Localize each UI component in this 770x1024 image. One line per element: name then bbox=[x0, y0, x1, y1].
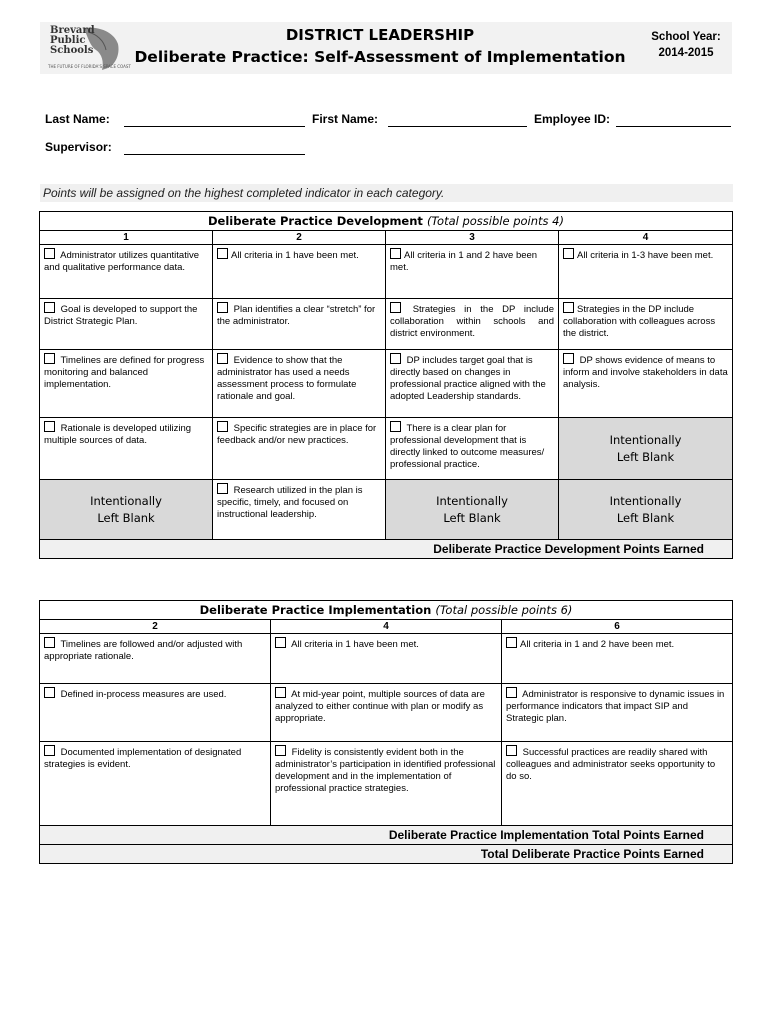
checkbox[interactable] bbox=[563, 248, 574, 259]
checkbox[interactable] bbox=[275, 687, 286, 698]
criterion-cell[interactable]: All criteria in 1 and 2 have been met. bbox=[386, 245, 559, 299]
criterion-cell[interactable]: All criteria in 1-3 have been met. bbox=[559, 245, 733, 299]
first-name-field[interactable] bbox=[388, 114, 527, 127]
checkbox[interactable] bbox=[390, 248, 401, 259]
checkbox[interactable] bbox=[506, 637, 517, 648]
supervisor-field[interactable] bbox=[124, 142, 305, 155]
checkbox[interactable] bbox=[44, 302, 55, 313]
column-header: 2 bbox=[213, 231, 386, 245]
school-year-label: School Year: bbox=[651, 31, 721, 43]
criterion-cell[interactable]: Goal is developed to support the District Strategic Plan. bbox=[40, 299, 213, 350]
criterion-cell[interactable]: At mid-year point, multiple sources of data are analyzed to either continue with plan or modify as appropriate. bbox=[271, 684, 502, 742]
employee-id-label: Employee ID: bbox=[534, 112, 611, 126]
criterion-cell[interactable]: Research utilized in the plan is specific, timely, and focused on instructional leadership. bbox=[213, 480, 386, 540]
development-title: Deliberate Practice Development (Total possible points 4) bbox=[40, 212, 733, 231]
checkbox[interactable] bbox=[217, 302, 228, 313]
criterion-cell[interactable]: All criteria in 1 and 2 have been met. bbox=[502, 634, 733, 684]
intentionally-left-blank: Intentionally Left Blank bbox=[386, 480, 559, 540]
column-header: 2 bbox=[40, 620, 271, 634]
first-name-label: First Name: bbox=[312, 112, 379, 126]
criterion-cell[interactable]: Strategies in the DP include collaboration with colleagues across the district. bbox=[559, 299, 733, 350]
implementation-points-earned: Deliberate Practice Implementation Total Points Earned bbox=[40, 826, 733, 845]
criterion-cell[interactable]: Plan identifies a clear “stretch” for the administrator. bbox=[213, 299, 386, 350]
implementation-table bbox=[39, 600, 733, 864]
column-header: 6 bbox=[502, 620, 733, 634]
criterion-cell[interactable]: Successful practices are readily shared with colleagues and administrator seeks opportunity to do so. bbox=[502, 742, 733, 826]
intentionally-left-blank: Intentionally Left Blank bbox=[40, 480, 213, 540]
logo-wordmark: Brevard Public Schools bbox=[50, 25, 95, 56]
criterion-cell[interactable]: Timelines are defined for progress monitoring and balanced implementation. bbox=[40, 350, 213, 418]
checkbox[interactable] bbox=[275, 637, 286, 648]
criterion-cell[interactable]: Specific strategies are in place for feedback and/or new practices. bbox=[213, 418, 386, 480]
checkbox[interactable] bbox=[44, 421, 55, 432]
supervisor-label: Supervisor: bbox=[45, 140, 112, 154]
checkbox[interactable] bbox=[563, 302, 574, 313]
criterion-cell[interactable]: DP shows evidence of means to inform and involve stakeholders in data analysis. bbox=[559, 350, 733, 418]
column-header: 1 bbox=[40, 231, 213, 245]
implementation-title: Deliberate Practice Implementation (Total possible points 6) bbox=[40, 601, 733, 620]
title-district-leadership: DISTRICT LEADERSHIP bbox=[285, 26, 475, 44]
criterion-cell[interactable]: Rationale is developed utilizing multiple sources of data. bbox=[40, 418, 213, 480]
criterion-cell[interactable]: Documented implementation of designated strategies is evident. bbox=[40, 742, 271, 826]
checkbox[interactable] bbox=[506, 687, 517, 698]
criterion-cell[interactable]: Evidence to show that the administrator has used a needs assessment process to formulate rationale and goal. bbox=[213, 350, 386, 418]
checkbox[interactable] bbox=[44, 687, 55, 698]
column-header: 3 bbox=[386, 231, 559, 245]
criterion-cell[interactable]: All criteria in 1 have been met. bbox=[213, 245, 386, 299]
checkbox[interactable] bbox=[44, 637, 55, 648]
column-header: 4 bbox=[559, 231, 733, 245]
checkbox[interactable] bbox=[390, 353, 401, 364]
criterion-cell[interactable]: Timelines are followed and/or adjusted with appropriate rationale. bbox=[40, 634, 271, 684]
criterion-cell[interactable]: Fidelity is consistently evident both in the administrator’s participation in identified professional development and in the implementation of professional practice strategies. bbox=[271, 742, 502, 826]
scoring-notice: Points will be assigned on the highest completed indicator in each category. bbox=[40, 184, 733, 202]
checkbox[interactable] bbox=[44, 745, 55, 756]
criterion-cell[interactable]: Defined in-process measures are used. bbox=[40, 684, 271, 742]
checkbox[interactable] bbox=[390, 421, 401, 432]
last-name-label: Last Name: bbox=[45, 112, 110, 126]
checkbox[interactable] bbox=[217, 353, 228, 364]
criterion-cell[interactable]: Strategies in the DP include collaboration within schools and district environment. bbox=[386, 299, 559, 350]
criterion-cell[interactable]: Administrator is responsive to dynamic issues in performance indicators that impact SIP and Strategic plan. bbox=[502, 684, 733, 742]
criterion-cell[interactable]: DP includes target goal that is directly based on changes in professional practice aligned with the adopted Leadership standards. bbox=[386, 350, 559, 418]
checkbox[interactable] bbox=[44, 353, 55, 364]
development-table bbox=[39, 211, 733, 559]
title-self-assessment: Deliberate Practice: Self-Assessment of Implementation bbox=[134, 48, 626, 66]
school-year-value: 2014-2015 bbox=[658, 47, 714, 59]
intentionally-left-blank: Intentionally Left Blank bbox=[559, 418, 733, 480]
criterion-cell[interactable]: There is a clear plan for professional development that is directly linked to outcome measures/ professional practice. bbox=[386, 418, 559, 480]
column-header: 4 bbox=[271, 620, 502, 634]
checkbox[interactable] bbox=[217, 483, 228, 494]
employee-id-field[interactable] bbox=[616, 114, 731, 127]
checkbox[interactable] bbox=[506, 745, 517, 756]
checkbox[interactable] bbox=[44, 248, 55, 259]
criterion-cell[interactable]: All criteria in 1 have been met. bbox=[271, 634, 502, 684]
total-points-earned: Total Deliberate Practice Points Earned bbox=[40, 845, 733, 864]
checkbox[interactable] bbox=[217, 248, 228, 259]
criterion-cell[interactable]: Administrator utilizes quantitative and qualitative performance data. bbox=[40, 245, 213, 299]
checkbox[interactable] bbox=[217, 421, 228, 432]
development-points-earned: Deliberate Practice Development Points Earned bbox=[40, 540, 733, 559]
checkbox[interactable] bbox=[275, 745, 286, 756]
intentionally-left-blank: Intentionally Left Blank bbox=[559, 480, 733, 540]
checkbox[interactable] bbox=[563, 353, 574, 364]
svg-text:THE FUTURE OF FLORIDA'S SPACE: THE FUTURE OF FLORIDA'S SPACE COAST bbox=[48, 64, 131, 69]
checkbox[interactable] bbox=[390, 302, 401, 313]
last-name-field[interactable] bbox=[124, 114, 305, 127]
